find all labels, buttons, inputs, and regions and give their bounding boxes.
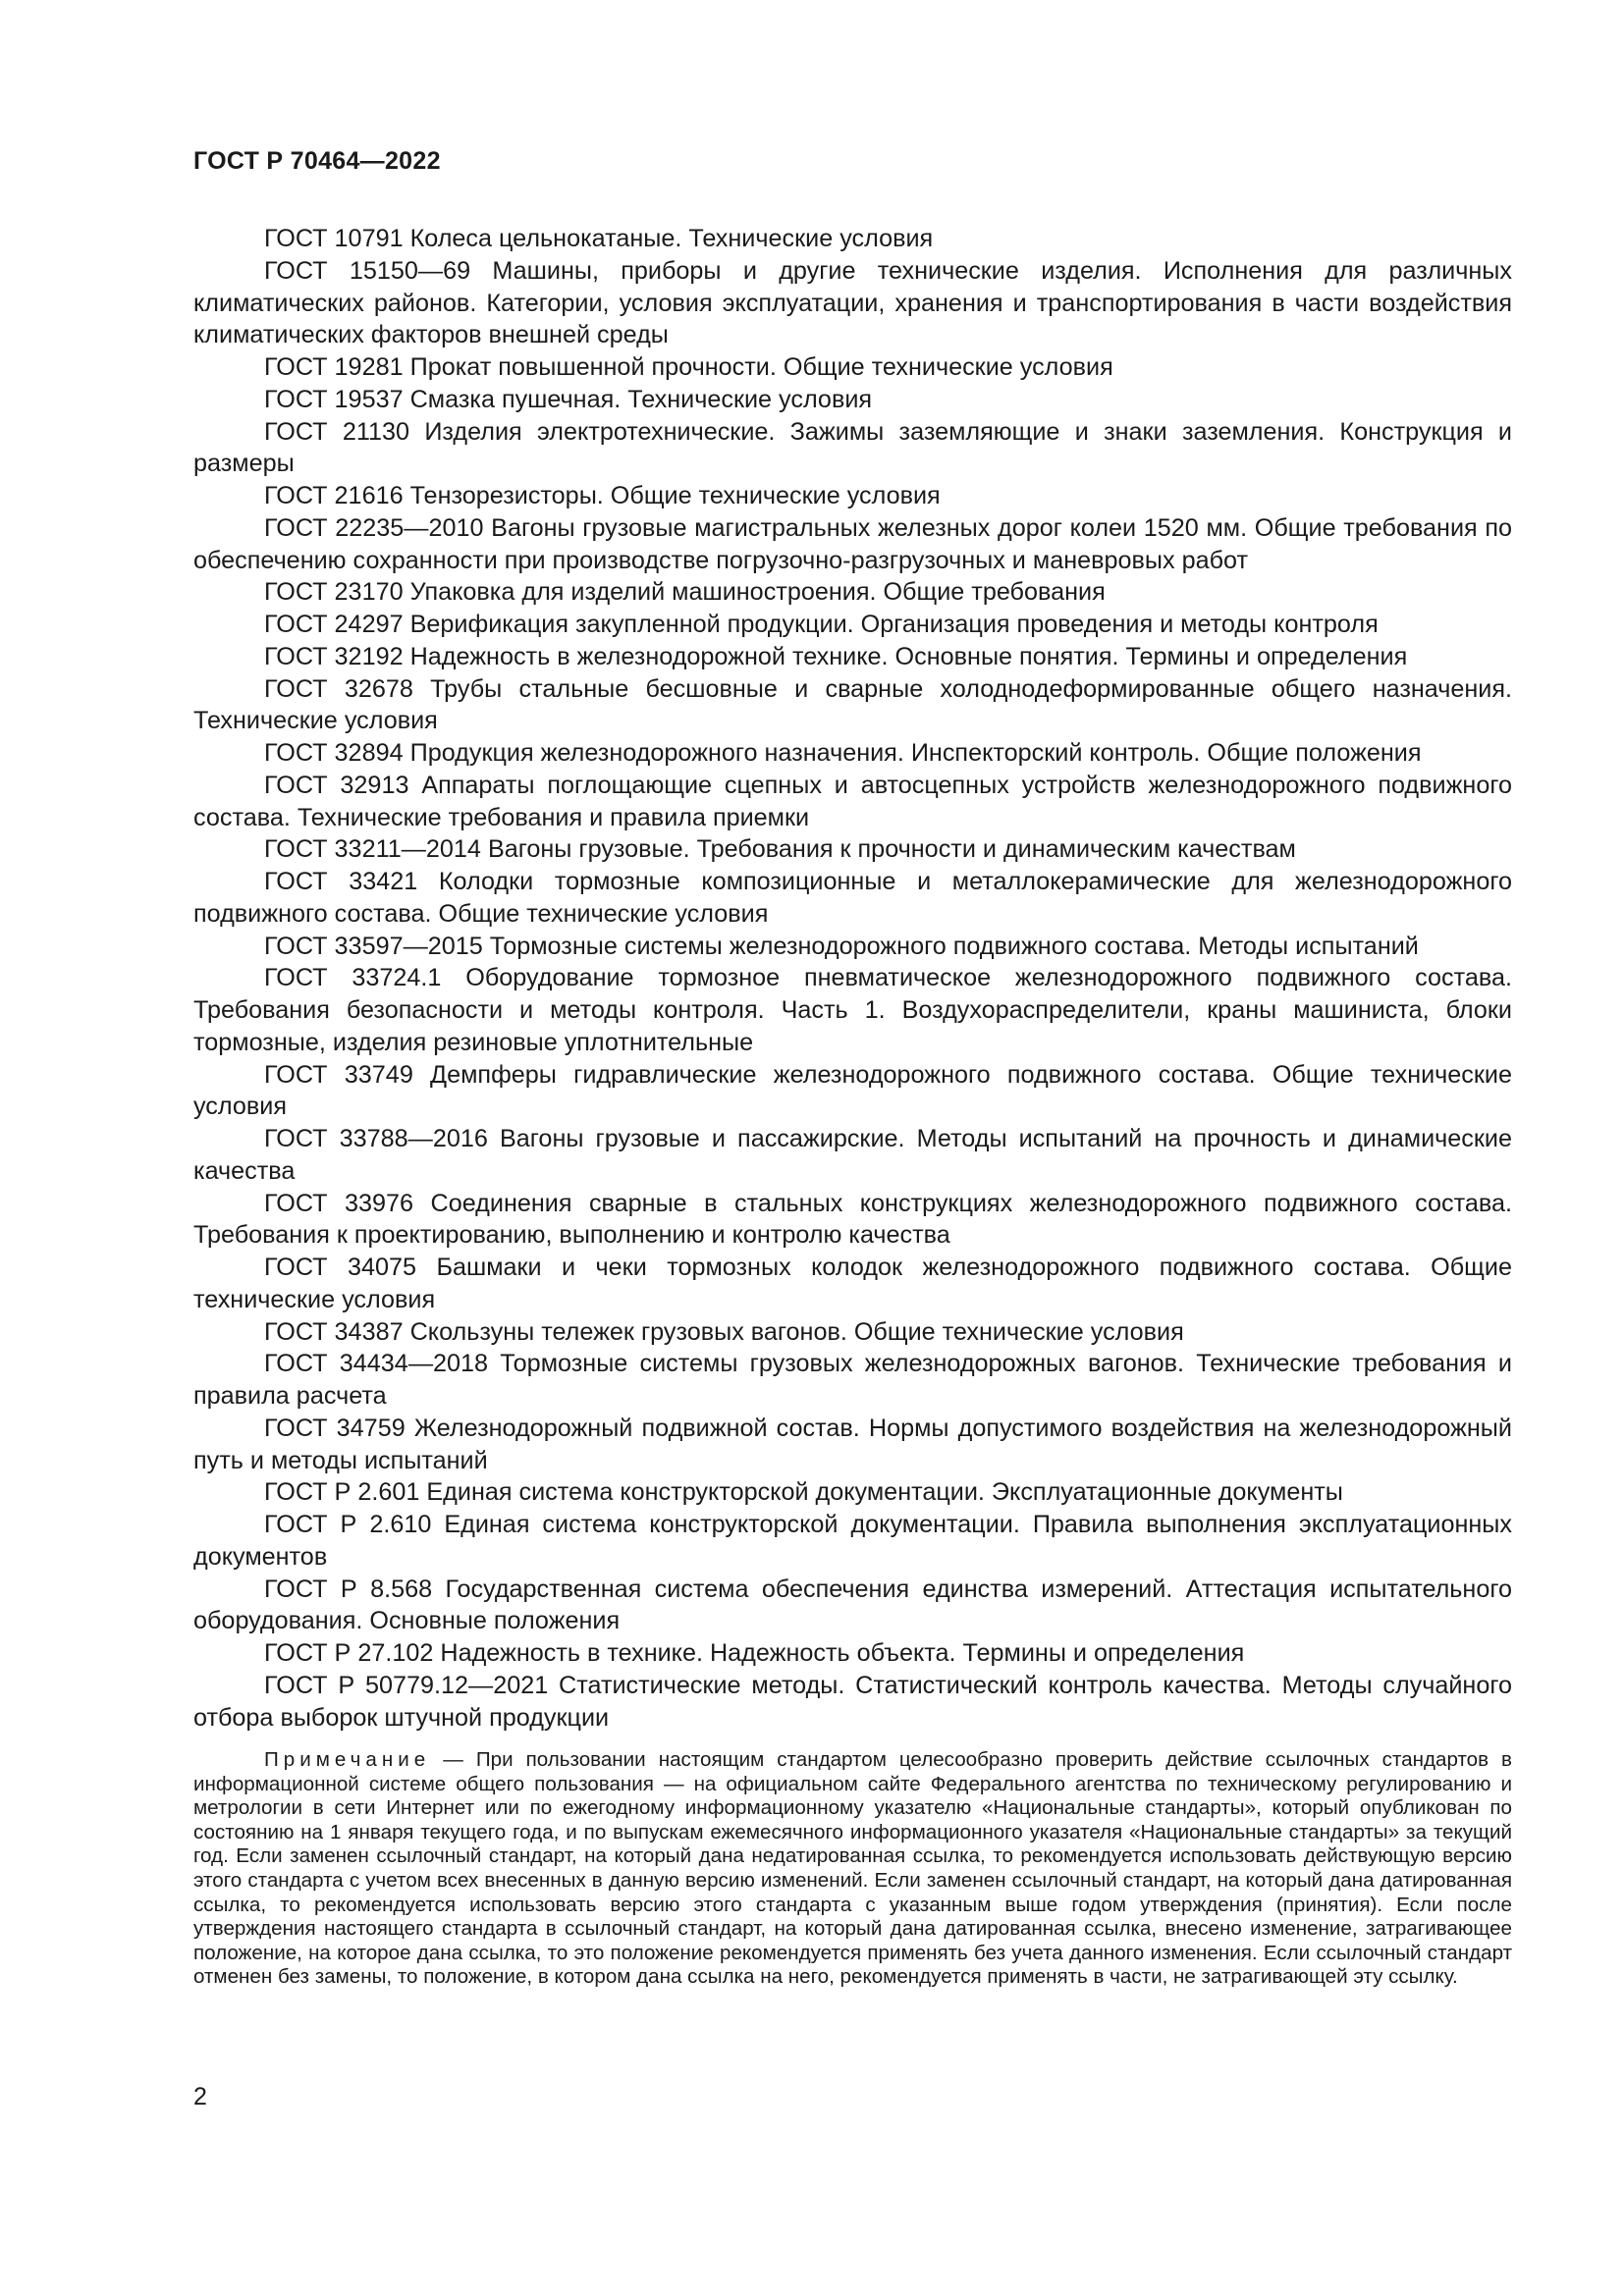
reference-item: ГОСТ 33421 Колодки тормозные композиционные и металлокерамические для железнодорожного подвижного состава. Общие технические условия	[193, 868, 1512, 928]
reference-item: ГОСТ Р 8.568 Государственная система обеспечения единства измерений. Аттестация испытательного оборудования. Основные положения	[193, 1575, 1512, 1635]
reference-item: ГОСТ 32678 Трубы стальные бесшовные и сварные холоднодеформированные общего назначения. Технические условия	[193, 674, 1512, 735]
note-text: — При пользовании настоящим стандартом целесообразно проверить действие ссылочных стандартов в информационной системе общего пользования — на официальном сайте Федерального агентства по техническому регулированию и метрологии в сети Интернет или по ежегодному информационному указателю «Национальные стандарты», который опубликован по состоянию на 1 января текущего года, и по выпускам ежемесячного информационного указателя «Национальные стандарты» за текущий год. Если заменен ссылочный стандарт, на который дана недатированная ссылка, то рекомендуется использовать действующую версию этого стандарта с учетом всех внесенных в данную версию изменений. Если заменен ссылочный стандарт, на который дана датированная ссылка, то рекомендуется использовать версию этого стандарта с указанным выше годом утверждения (принятия). Если после утверждения настоящего стандарта в ссылочный стандарт, на который дана датированная ссылка, внесено изменение, затрагивающее положение, на которое дана ссылка, то это положение рекомендуется применять без учета данного изменения. Если ссылочный стандарт отменен без замены, то положение, в котором дана ссылка на него, рекомендуется применять в части, не затрагивающей эту ссылку.	[193, 1748, 1512, 1989]
reference-item: ГОСТ 15150—69 Машины, приборы и другие технические изделия. Исполнения для различных климатических районов. Категории, условия эксплуатации, хранения и транспортирования в части воздействия климатических факторов внешней среды	[193, 256, 1512, 349]
reference-item: ГОСТ 34075 Башмаки и чеки тормозных колодок железнодорожного подвижного состава. Общие технические условия	[193, 1254, 1512, 1313]
reference-item: ГОСТ 34434—2018 Тормозные системы грузовых железнодорожных вагонов. Технические требования и правила расчета	[193, 1350, 1512, 1410]
reference-item: ГОСТ 34759 Железнодорожный подвижной состав. Нормы допустимого воздействия на железнодорожный путь и методы испытаний	[193, 1414, 1512, 1474]
reference-item: ГОСТ 19537 Смазка пушечная. Технические условия	[264, 385, 873, 413]
note-paragraph	[193, 1748, 1512, 1990]
reference-item: ГОСТ 21616 Тензорезисторы. Общие технические условия	[264, 482, 941, 509]
reference-item: ГОСТ 33976 Соединения сварные в стальных конструкциях железнодорожного подвижного состава. Требования к проектированию, выполнению и контролю качества	[193, 1189, 1512, 1250]
document-header: ГОСТ Р 70464—2022	[193, 147, 441, 175]
references-list	[193, 223, 1512, 1734]
reference-item: ГОСТ Р 2.601 Единая система конструкторской документации. Эксплуатационные документы	[264, 1478, 1343, 1507]
reference-item: ГОСТ 33749 Демпферы гидравлические железнодорожного подвижного состава. Общие технические условия	[193, 1060, 1512, 1121]
reference-item: ГОСТ 32894 Продукция железнодорожного назначения. Инспекторский контроль. Общие положения	[264, 739, 1422, 767]
reference-item: ГОСТ 23170 Упаковка для изделий машиностроения. Общие требования	[264, 578, 1106, 607]
reference-item: ГОСТ 21130 Изделия электротехнические. Зажимы заземляющие и знаки заземления. Конструкция и размеры	[193, 417, 1512, 478]
reference-item: ГОСТ 19281 Прокат повышенной прочности. Общие технические условия	[264, 353, 1113, 381]
reference-item: ГОСТ 33211—2014 Вагоны грузовые. Требования к прочности и динамическим качествам	[264, 835, 1296, 864]
reference-item: ГОСТ Р 27.102 Надежность в технике. Надежность объекта. Термины и определения	[264, 1639, 1245, 1667]
reference-item: ГОСТ 33724.1 Оборудование тормозное пневматическое железнодорожного подвижного состава. Требования безопасности и методы контроля. Часть 1. Воздухораспределители, краны машиниста, блоки тормозные, изделия резиновые уплотнительные	[193, 964, 1512, 1056]
reference-item: ГОСТ 10791 Колеса цельнокатаные. Технические условия	[264, 225, 934, 252]
reference-item: ГОСТ 24297 Верификация закупленной продукции. Организация проведения и методы контроля	[264, 611, 1379, 638]
reference-item: ГОСТ 32913 Аппараты поглощающие сцепных и автосцепных устройств железнодорожного подвижного состава. Технические требования и правила приемки	[193, 771, 1512, 831]
reference-item: ГОСТ 34387 Скользуны тележек грузовых вагонов. Общие технические условия	[264, 1317, 1184, 1346]
reference-item: ГОСТ Р 50779.12—2021 Статистические методы. Статистический контроль качества. Методы случайного отбора выборок штучной продукции	[193, 1671, 1512, 1732]
note-label: Примечание	[264, 1748, 431, 1771]
reference-item: ГОСТ 33788—2016 Вагоны грузовые и пассажирские. Методы испытаний на прочность и динамические качества	[193, 1125, 1512, 1185]
reference-item: ГОСТ 32192 Надежность в железнодорожной технике. Основные понятия. Термины и определения	[264, 642, 1408, 670]
reference-item: ГОСТ Р 2.610 Единая система конструкторской документации. Правила выполнения эксплуатационных документов	[193, 1511, 1512, 1571]
page-number: 2	[193, 2083, 207, 2110]
reference-item: ГОСТ 33597—2015 Тормозные системы железнодорожного подвижного состава. Методы испытаний	[264, 932, 1419, 960]
reference-item: ГОСТ 22235—2010 Вагоны грузовые магистральных железных дорог колеи 1520 мм. Общие требования по обеспечению сохранности при производстве погрузочно-разгрузочных и маневровых работ	[193, 513, 1512, 574]
